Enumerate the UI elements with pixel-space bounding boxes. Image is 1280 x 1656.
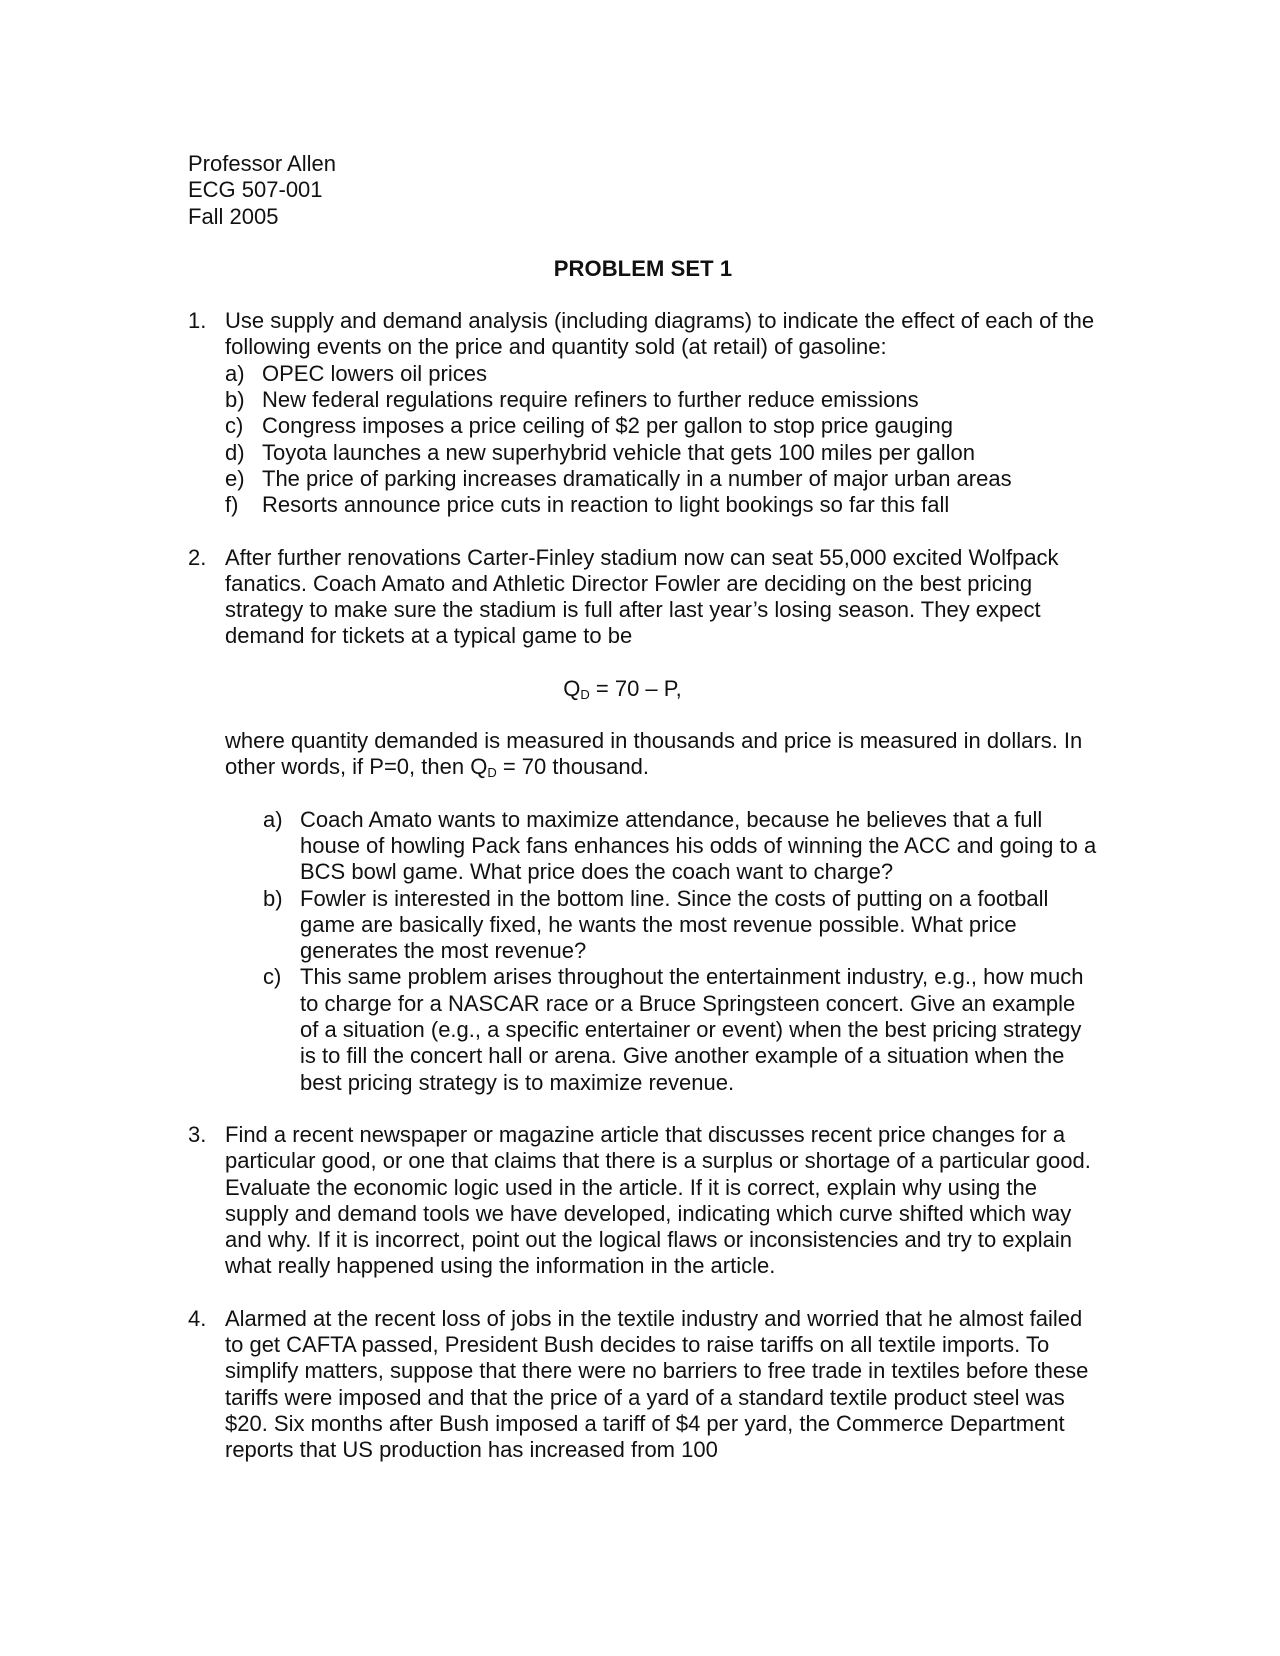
list-item	[225, 440, 1098, 466]
explanation-subscript: D	[487, 765, 497, 781]
question-1	[188, 308, 1098, 518]
question-number: 4.	[188, 1305, 207, 1331]
header-block	[188, 151, 1098, 230]
question-number: 1.	[188, 308, 207, 334]
document-page	[188, 151, 1098, 1463]
question-body	[225, 545, 1098, 1096]
explanation-text: where quantity demanded is measured in thousands and price is measured in dollars. In other words, if P=0, then Q	[225, 728, 1083, 780]
question-3	[188, 1122, 1098, 1280]
list-item-label: a)	[263, 806, 283, 832]
page-title: PROBLEM SET 1	[553, 255, 733, 281]
list-item	[225, 466, 1098, 492]
question-text: Use supply and demand analysis (including diagrams) to indicate the effect of each of the following events on the price and quantity sold (at retail) of gasoline:	[225, 308, 1095, 360]
list-item	[225, 492, 1098, 518]
list-item	[263, 807, 1098, 886]
professor-name: Professor Allen	[188, 151, 336, 176]
list-item-label: c)	[263, 964, 282, 990]
list-item-text: Coach Amato wants to maximize attendance, because he believes that a full house of howling Pack fans enhances his odds of winning the ACC and going to a BCS bowl game. What price does the coach want to charge?	[300, 806, 1097, 885]
list-item-text: Resorts announce price cuts in reaction to light bookings so far this fall	[262, 492, 950, 518]
question-text: Find a recent newspaper or magazine article that discusses recent price changes for a particular good, or one that claims that there is a surplus or shortage of a particular good. Evaluate the economic logic used in the article. If it is correct, explain why using the supply and demand tools we have developed, indicating which curve shifted which way and why. If it is incorrect, point out the logical flaws or inconsistencies and try to explain what really happened using the information in the article.	[225, 1121, 1091, 1279]
equation-subscript: D	[580, 686, 590, 702]
list-item-text: Fowler is interested in the bottom line. Since the costs of putting on a football game are basically fixed, he wants the most revenue possible. What price generates the most revenue?	[300, 885, 1049, 964]
sub-question-list	[263, 807, 1098, 1096]
equation-explanation	[225, 728, 1098, 781]
list-item-text: New federal regulations require refiners to further reduce emissions	[262, 387, 919, 413]
list-item	[263, 886, 1098, 965]
list-item-text: This same problem arises throughout the entertainment industry, e.g., how much to charge for a NASCAR race or a Bruce Springsteen concert. Give an example of a situation (e.g., a specific entertainer or event) when the best pricing strategy is to fill the concert hall or arena. Give another example of a situation when the best pricing strategy is to maximize revenue.	[300, 964, 1084, 1095]
list-item-label: d)	[225, 439, 245, 465]
list-item-text: OPEC lowers oil prices	[262, 360, 487, 386]
equation-variable: Q	[563, 675, 581, 701]
term: Fall 2005	[188, 203, 279, 229]
question-4	[188, 1306, 1098, 1464]
list-item-label: b)	[225, 387, 245, 413]
question-2	[188, 545, 1098, 1096]
list-item-label: e)	[225, 465, 245, 491]
explanation-text-end: = 70 thousand.	[496, 754, 649, 780]
list-item-label: f)	[225, 492, 239, 518]
question-body	[225, 1122, 1098, 1280]
list-item	[225, 361, 1098, 387]
question-body	[225, 308, 1098, 518]
course-code: ECG 507-001	[188, 177, 323, 203]
question-text: Alarmed at the recent loss of jobs in the textile industry and worried that he almost failed to get CAFTA passed, President Bush decides to raise tariffs on all textile imports. To simplify matters, suppose that there were no barriers to free trade in textiles before these tariffs were imposed and that the price of a yard of a standard textile product steel was $20. Six months after Bush imposed a tariff of $4 per yard, the Commerce Department reports that US production has increased from 100	[225, 1305, 1089, 1463]
demand-equation	[225, 676, 1098, 702]
list-item-label: c)	[225, 413, 244, 439]
list-item	[225, 413, 1098, 439]
question-number: 2.	[188, 544, 207, 570]
list-item-label: b)	[263, 885, 283, 911]
list-item-text: Congress imposes a price ceiling of $2 per gallon to stop price gauging	[262, 413, 953, 439]
question-text: After further renovations Carter-Finley stadium now can seat 55,000 excited Wolfpack fanatics. Coach Amato and Athletic Director Fowler are deciding on the best pricing strategy to make sure the stadium is full after last year’s losing season. They expect demand for tickets at a typical game to be	[225, 544, 1059, 649]
list-item-text: The price of parking increases dramatically in a number of major urban areas	[262, 465, 1012, 491]
question-body	[225, 1306, 1098, 1464]
question-number: 3.	[188, 1121, 207, 1147]
list-item-label: a)	[225, 360, 245, 386]
list-item	[263, 964, 1098, 1095]
equation-rhs: = 70 – P,	[589, 675, 682, 701]
list-item	[225, 387, 1098, 413]
list-item-text: Toyota launches a new superhybrid vehicle that gets 100 miles per gallon	[262, 439, 975, 465]
